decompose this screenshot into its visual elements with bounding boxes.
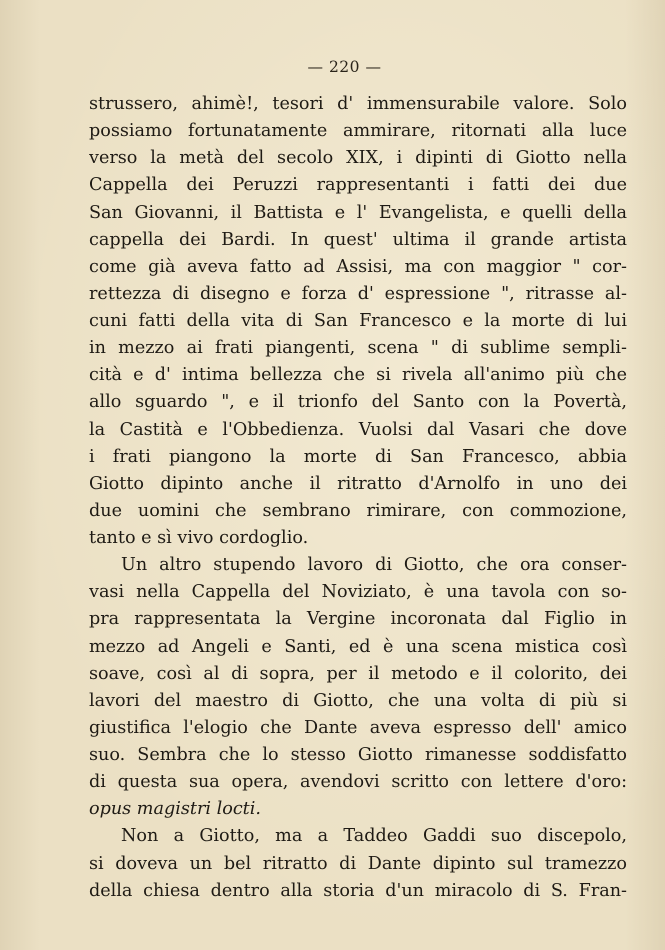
text-line: di questa sua opera, avendovi scritto con lettere d'oro: [89, 772, 627, 793]
text-line: strussero, ahimè!, tesori d' immensurabile valore. Solo [89, 94, 627, 114]
text-line: si doveva un bel ritratto di Dante dipinto sul tramezzo [89, 853, 627, 874]
text-line: lavori del maestro di Giotto, che una volta di più si [89, 690, 627, 711]
text-line: Giotto dipinto anche il ritratto d'Arnolfo in uno dei [89, 473, 627, 494]
text-line: soave, così al di sopra, per il metodo e il colorito, dei [89, 663, 627, 684]
text-line: verso la metà del secolo XIX, i dipinti di Giotto nella [89, 148, 627, 169]
paragraph-start-line: Un altro stupendo lavoro di Giotto, che ora conser- [121, 555, 627, 576]
text-line: cuni fatti della vita di San Francesco e la morte di lui [89, 311, 627, 331]
text-line: possiamo fortunatamente ammirare, ritornati alla luce [89, 121, 627, 142]
text-line: giustifica l'elogio che Dante aveva espresso dell' amico [89, 717, 627, 738]
paragraph-start-line: Non a Giotto, ma a Taddeo Gaddi suo discepolo, [121, 826, 627, 847]
text-line: rettezza di disegno e forza d' espressione ", ritrasse al- [89, 283, 627, 304]
text-line: della chiesa dentro alla storia d'un miracolo di S. Fran- [89, 880, 627, 901]
latin-inscription: opus magistri locti. [89, 799, 261, 820]
text-line: cità e d' intima bellezza che si rivela all'animo più che [89, 365, 627, 386]
text-line: mezzo ad Angeli e Santi, ed è una scena mistica così [89, 636, 627, 657]
text-line: come già aveva fatto ad Assisi, ma con maggior " cor- [89, 256, 627, 277]
text-line: vasi nella Cappella del Noviziato, è una tavola con so- [89, 582, 627, 603]
paragraph-end-line: tanto e sì vivo cordoglio. [89, 528, 309, 548]
text-line: la Castità e l'Obbedienza. Vuolsi dal Vasari che dove [89, 419, 627, 440]
text-line: San Giovanni, il Battista e l' Evangelista, e quelli della [89, 202, 627, 223]
text-line: cappella dei Bardi. In quest' ultima il grande artista [89, 229, 627, 250]
text-line: i frati piangono la morte di San Francesco, abbia [89, 446, 627, 467]
page-number: — 220 — [307, 58, 382, 76]
text-line: suo. Sembra che lo stesso Giotto rimanesse soddisfatto [89, 745, 627, 765]
text-line: pra rappresentata la Vergine incoronata dal Figlio in [89, 609, 627, 630]
text-line: allo sguardo ", e il trionfo del Santo con la Povertà, [89, 392, 627, 413]
text-line: due uomini che sembrano rimirare, con commozione, [89, 500, 627, 521]
text-line: in mezzo ai frati piangenti, scena " di sublime sempli- [89, 338, 627, 359]
text-line: Cappella dei Peruzzi rappresentanti i fatti dei due [89, 175, 627, 196]
body-text [89, 91, 627, 905]
